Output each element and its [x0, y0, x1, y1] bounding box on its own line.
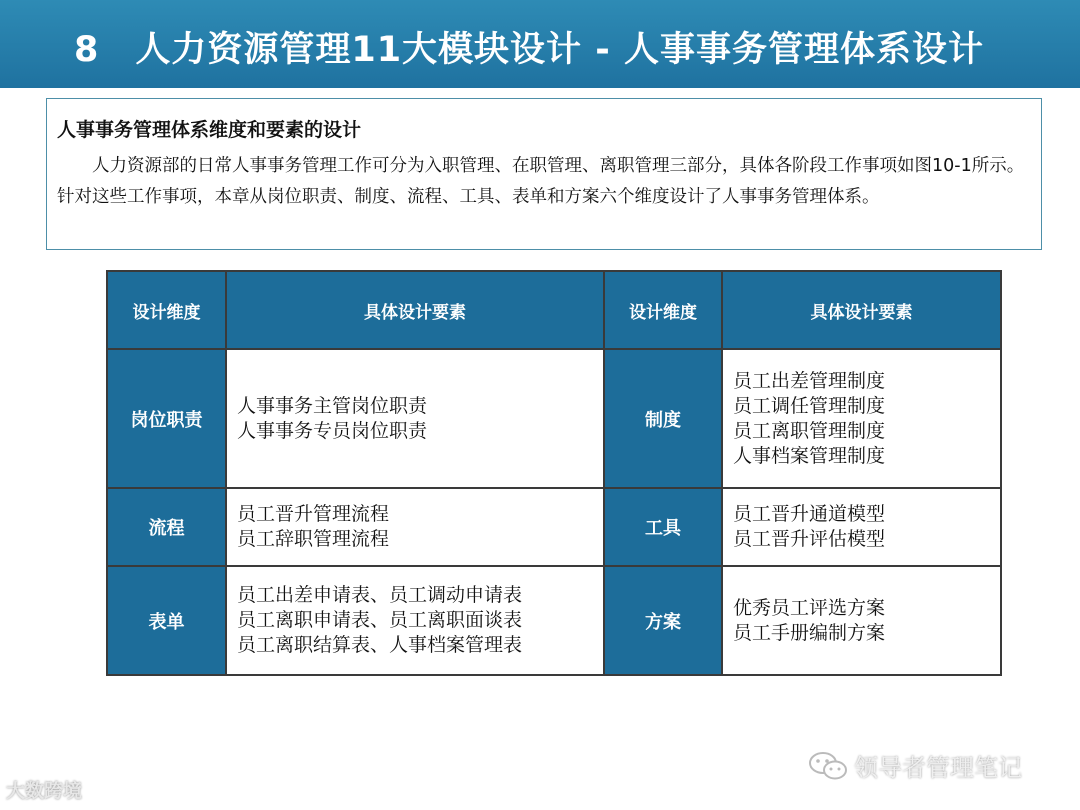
element-item: 员工调任管理制度: [733, 394, 886, 417]
elements-cell: [722, 566, 1001, 675]
table-header-row: [107, 271, 1001, 349]
element-item: 人事档案管理制度: [733, 444, 886, 467]
table-row: [107, 349, 1001, 488]
element-item: 员工晋升通道模型: [733, 503, 886, 525]
table-row: [107, 566, 1001, 675]
element-item: 员工出差申请表、员工调动申请表: [237, 584, 523, 606]
element-item: 员工离职结算表、人事档案管理表: [237, 634, 523, 656]
header-dimension-right: 设计维度: [604, 271, 722, 349]
wechat-icon: [808, 750, 848, 782]
elements-cell: [722, 488, 1001, 566]
element-item: 员工出差管理制度: [733, 369, 886, 392]
dimension-cell: 表单: [107, 566, 226, 675]
intro-heading: 人事事务管理体系维度和要素的设计: [57, 119, 362, 141]
element-item: 员工离职管理制度: [733, 419, 886, 442]
title-bar: [0, 0, 1080, 88]
header-elements-left: 具体设计要素: [226, 271, 604, 349]
header-dimension-left: 设计维度: [107, 271, 226, 349]
element-item: 优秀员工评选方案: [733, 596, 886, 619]
elements-cell: [226, 488, 604, 566]
dimension-cell: 工具: [604, 488, 722, 566]
page-title: 8 人力资源管理11大模块设计 - 人事事务管理体系设计: [74, 30, 984, 70]
elements-cell: [226, 349, 604, 488]
element-item: 员工晋升管理流程: [237, 503, 390, 525]
element-item: 员工晋升评估模型: [733, 528, 886, 550]
intro-paragraph: 人力资源部的日常人事事务管理工作可分为入职管理、在职管理、离职管理三部分，具体各阶段工作事项如图10-1所示。针对这些工作事项，本章从岗位职责、制度、流程、工具、表单和方案六个维度设计了人事事务管理体系。: [57, 156, 1025, 207]
header-elements-right: 具体设计要素: [722, 271, 1001, 349]
element-item: 人事事务专员岗位职责: [237, 419, 428, 442]
element-item: 员工手册编制方案: [733, 621, 886, 644]
table-row: [107, 488, 1001, 566]
dimension-cell: 制度: [604, 349, 722, 488]
intro-box: [46, 98, 1042, 250]
dimension-cell: 岗位职责: [107, 349, 226, 488]
element-item: 人事事务主管岗位职责: [237, 394, 428, 417]
design-elements-table: [106, 270, 1002, 676]
element-item: 员工离职申请表、员工离职面谈表: [237, 609, 523, 631]
watermark-right-text: 领导者管理笔记: [854, 754, 1022, 782]
watermark-left: 大数跨境: [6, 780, 83, 802]
watermark-right: [808, 748, 1022, 783]
elements-cell: [226, 566, 604, 675]
dimension-cell: 流程: [107, 488, 226, 566]
element-item: 员工辞职管理流程: [237, 528, 390, 550]
elements-cell: [722, 349, 1001, 488]
dimension-cell: 方案: [604, 566, 722, 675]
